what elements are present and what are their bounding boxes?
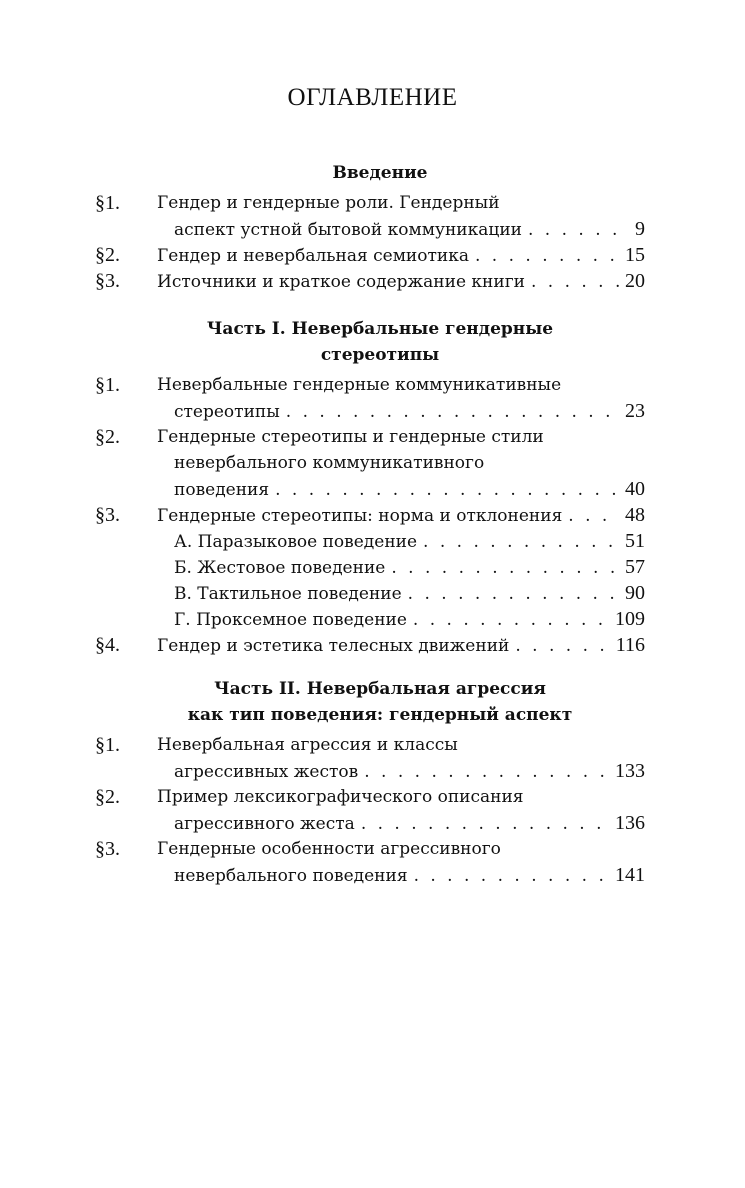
page-number: 57 [625,556,645,578]
page-number: 20 [625,270,645,292]
dot-leader [528,217,629,243]
dot-leader [515,633,609,659]
entry-text: Гендерные стереотипы: норма и отклонения [157,506,563,526]
entry-number: §2. [95,426,120,448]
entry-text: Гендер и эстетика телесных движений [157,636,510,656]
entry-text: Б. Жестовое поведение [174,558,386,578]
page-number: 48 [625,504,645,526]
entry-text: Невербальные гендерные коммуникативные [157,375,562,395]
entry-number: §4. [95,634,120,656]
entry-number: §1. [95,734,120,756]
page-number: 116 [615,634,645,656]
entry-number: §3. [95,504,120,526]
entry-text: агрессивного жеста [174,814,355,834]
section-heading-part-1: Часть I. Невербальные гендерные стереотипы [206,319,554,365]
entry-text: Гендерные стереотипы и гендерные стили [157,427,544,447]
entry-text: А. Паразыковое поведение [174,532,418,552]
section-heading-part-2: Часть II. Невербальная агрессия как тип поведения: гендерный аспект [187,679,573,725]
dot-leader [475,243,619,269]
dot-leader [414,863,609,889]
dot-leader [275,477,619,503]
page-number: 133 [615,760,645,782]
entry-number: §3. [95,838,120,860]
entry-number: §2. [95,244,120,266]
page-number: 40 [625,478,645,500]
entry-text: невербального коммуникативного [174,453,485,473]
dot-leader [531,269,619,295]
dot-leader [391,555,619,581]
dot-leader [568,503,619,529]
entry-number: §1. [95,192,120,214]
page-number: 90 [625,582,645,604]
entry-text: невербального поведения [174,866,408,886]
section-heading-intro: Введение [332,163,428,183]
page-number: 136 [615,812,645,834]
entry-number: §3. [95,270,120,292]
page-number: 109 [615,608,645,630]
page-number: 15 [625,244,645,266]
page-title: ОГЛАВЛЕНИЕ [287,84,458,111]
entry-text: стереотипы [174,402,280,422]
entry-text: агрессивных жестов [174,762,359,782]
entry-text: Невербальная агрессия и классы [157,735,458,755]
entry-text: поведения [174,480,270,500]
page-number: 51 [625,530,645,552]
entry-text: Гендер и невербальная семиотика [157,246,469,266]
dot-leader [413,607,609,633]
page-number: 141 [615,864,645,886]
dot-leader [423,529,619,555]
dot-leader [361,811,609,837]
page-number: 23 [625,400,645,422]
entry-text: Гендерные особенности агрессивного [157,839,501,859]
entry-text: Гендер и гендерные роли. Гендерный [157,193,500,213]
dot-leader [364,759,609,785]
entry-text: Пример лексикографического описания [157,787,524,807]
entry-text: Г. Проксемное поведение [174,610,407,630]
entry-text: аспект устной бытовой коммуникации [174,220,522,240]
dot-leader [286,399,619,425]
page-number: 9 [635,218,645,240]
entry-text: В. Тактильное поведение [174,584,402,604]
entry-number: §2. [95,786,120,808]
entry-text: Источники и краткое содержание книги [157,272,525,292]
entry-number: §1. [95,374,120,396]
dot-leader [408,581,619,607]
